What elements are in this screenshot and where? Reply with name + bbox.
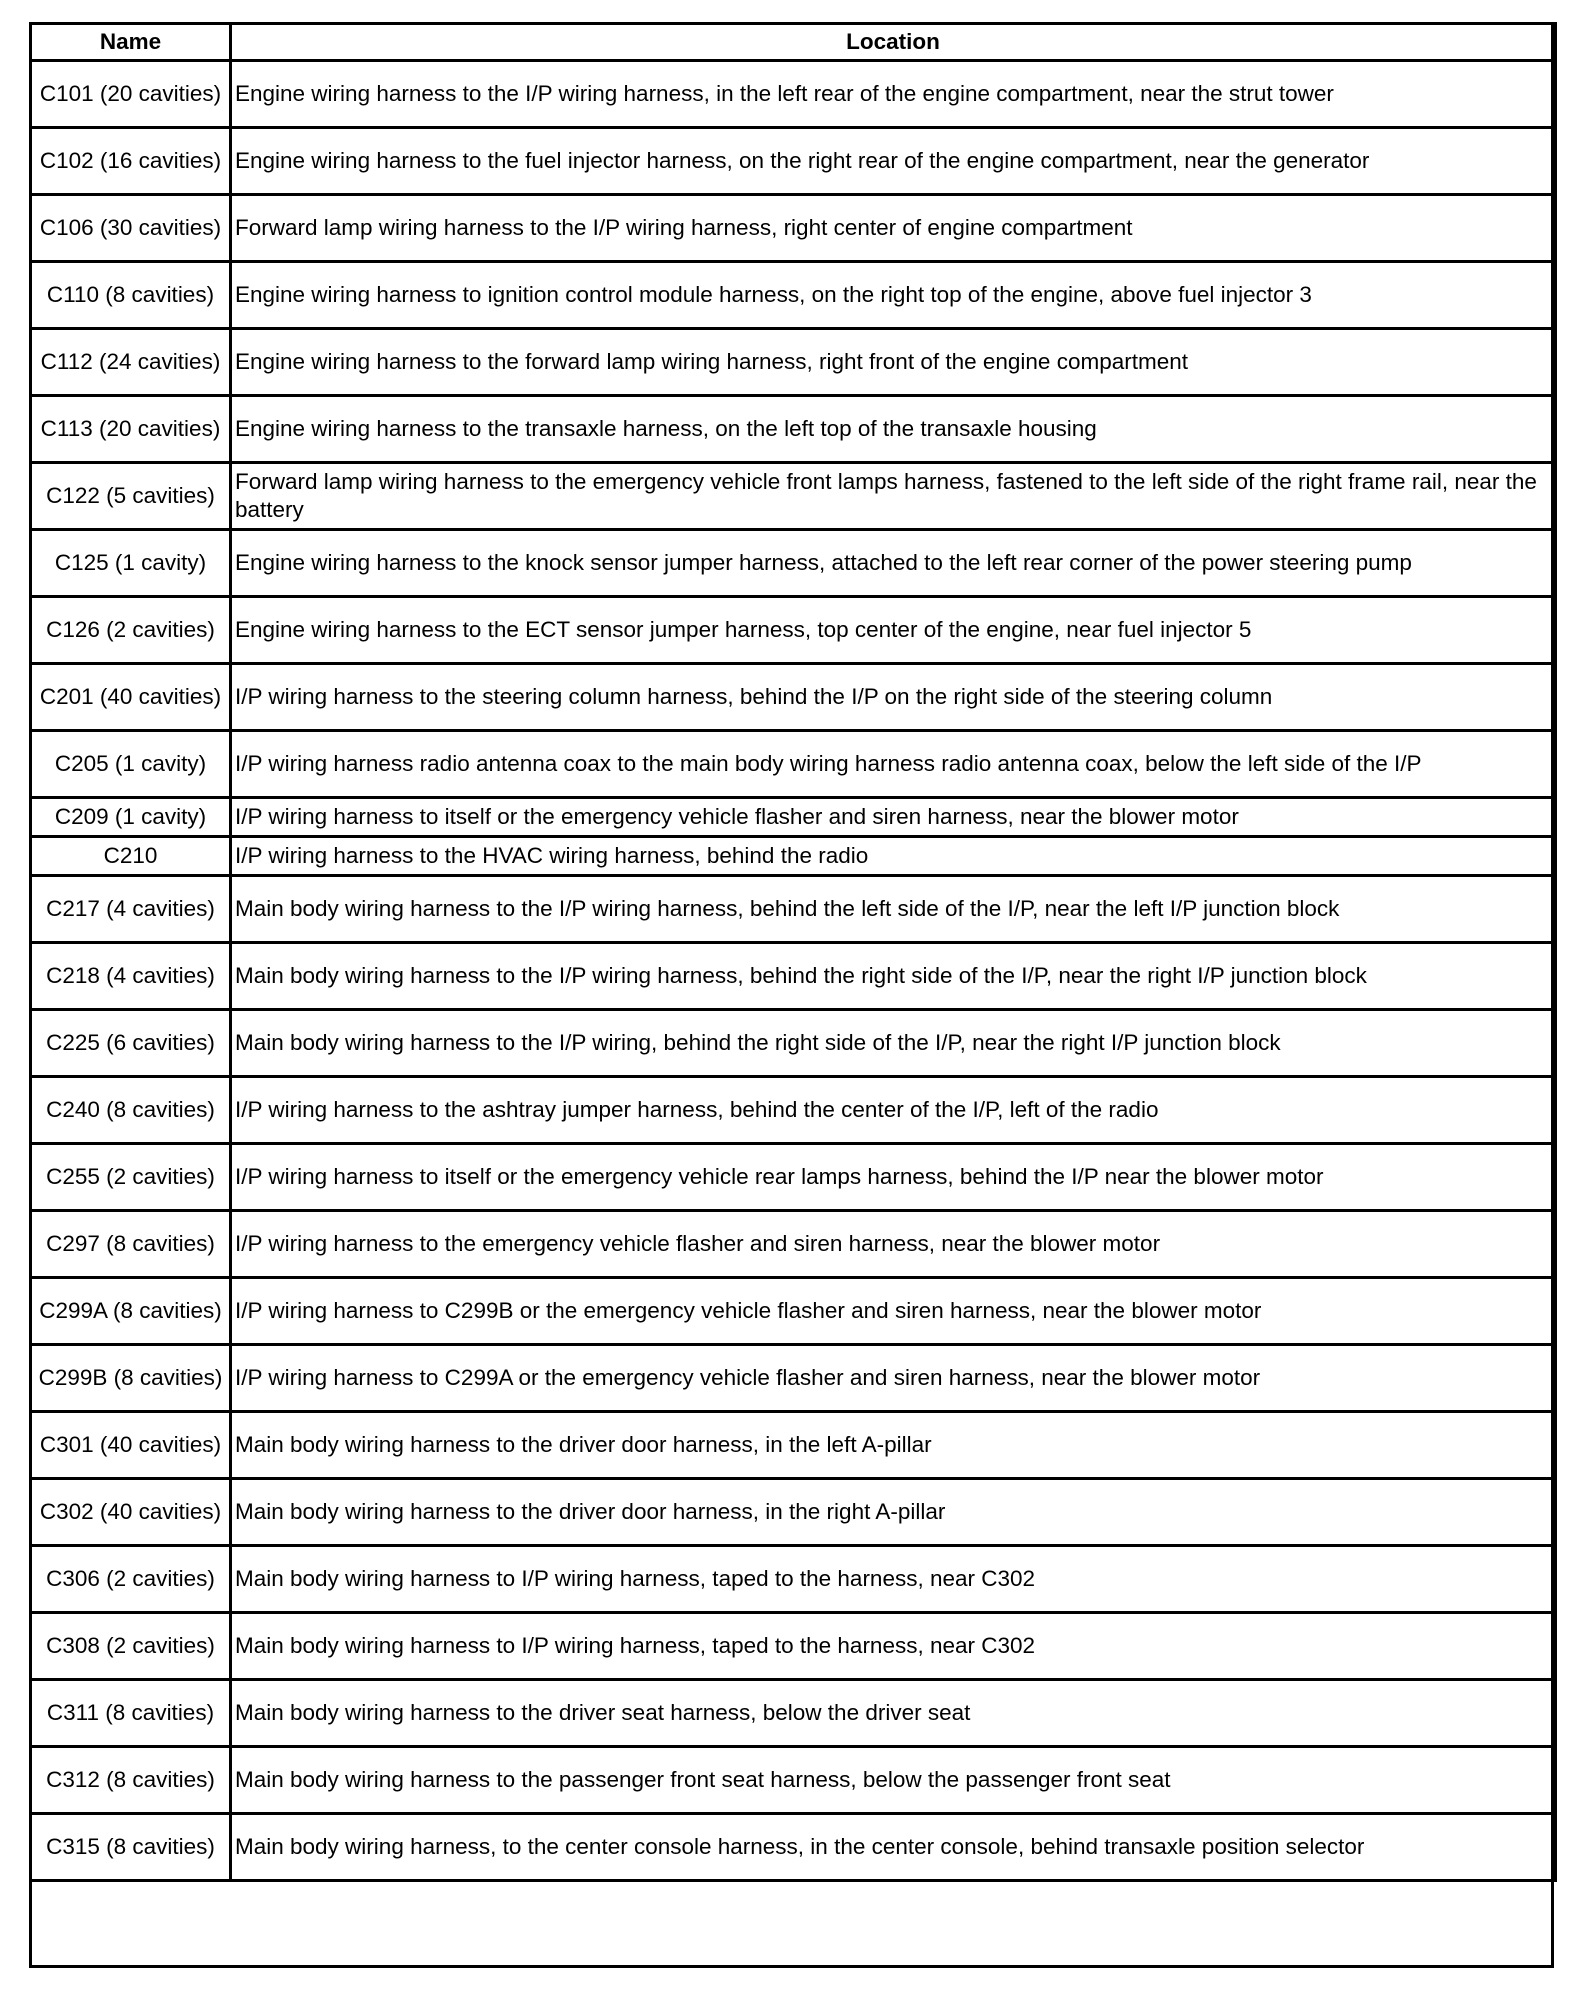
- connector-location-cell: Forward lamp wiring harness to the emergency vehicle front lamps harness, fastened to the left side of the right frame rail, near the battery: [231, 463, 1556, 530]
- connector-name-cell: C225 (6 cavities): [31, 1010, 231, 1077]
- connector-location-cell: Engine wiring harness to ignition control module harness, on the right top of the engine, above fuel injector 3: [231, 262, 1556, 329]
- connector-name-cell: C301 (40 cavities): [31, 1412, 231, 1479]
- connector-name-cell: C210: [31, 837, 231, 876]
- connector-name-cell: C299B (8 cavities): [31, 1345, 231, 1412]
- table-row: [31, 1345, 1556, 1412]
- connector-location-cell: I/P wiring harness to itself or the emergency vehicle flasher and siren harness, near the blower motor: [231, 798, 1556, 837]
- connector-name-cell: C201 (40 cavities): [31, 664, 231, 731]
- table-row: [31, 1479, 1556, 1546]
- connector-location-cell: Main body wiring harness to the driver door harness, in the right A-pillar: [231, 1479, 1556, 1546]
- connector-name-cell: C312 (8 cavities): [31, 1747, 231, 1814]
- table-row: [31, 876, 1556, 943]
- table-row: [31, 262, 1556, 329]
- connector-location-cell: I/P wiring harness to the ashtray jumper harness, behind the center of the I/P, left of the radio: [231, 1077, 1556, 1144]
- connector-location-cell: Main body wiring harness, to the center console harness, in the center console, behind transaxle position selector: [231, 1814, 1556, 1881]
- connector-name-cell: C240 (8 cavities): [31, 1077, 231, 1144]
- connector-location-cell: Main body wiring harness to the driver door harness, in the left A-pillar: [231, 1412, 1556, 1479]
- connector-name-cell: C255 (2 cavities): [31, 1144, 231, 1211]
- table-row: [31, 1278, 1556, 1345]
- connector-location-cell: I/P wiring harness to the steering column harness, behind the I/P on the right side of the steering column: [231, 664, 1556, 731]
- table-row: [31, 396, 1556, 463]
- connector-location-cell: Main body wiring harness to I/P wiring harness, taped to the harness, near C302: [231, 1613, 1556, 1680]
- connector-location-cell: Forward lamp wiring harness to the I/P wiring harness, right center of engine compartment: [231, 195, 1556, 262]
- table-row: [31, 1077, 1556, 1144]
- connector-name-cell: C218 (4 cavities): [31, 943, 231, 1010]
- connector-name-cell: C126 (2 cavities): [31, 597, 231, 664]
- connector-location-cell: Engine wiring harness to the forward lamp wiring harness, right front of the engine compartment: [231, 329, 1556, 396]
- table-row: [31, 329, 1556, 396]
- connector-name-cell: C308 (2 cavities): [31, 1613, 231, 1680]
- connector-location-cell: Main body wiring harness to the I/P wiring, behind the right side of the I/P, near the right I/P junction block: [231, 1010, 1556, 1077]
- connector-name-cell: C113 (20 cavities): [31, 396, 231, 463]
- connector-location-cell: Engine wiring harness to the ECT sensor jumper harness, top center of the engine, near fuel injector 5: [231, 597, 1556, 664]
- table-row: [31, 61, 1556, 128]
- table-row: [31, 463, 1556, 530]
- connector-location-cell: I/P wiring harness to the HVAC wiring harness, behind the radio: [231, 837, 1556, 876]
- connector-location-cell: Engine wiring harness to the I/P wiring harness, in the left rear of the engine compartment, near the strut tower: [231, 61, 1556, 128]
- connector-name-cell: C299A (8 cavities): [31, 1278, 231, 1345]
- connector-location-cell: I/P wiring harness radio antenna coax to the main body wiring harness radio antenna coax, below the left side of the I/P: [231, 731, 1556, 798]
- connector-name-cell: C106 (30 cavities): [31, 195, 231, 262]
- table-row: [31, 1211, 1556, 1278]
- connector-location-cell: I/P wiring harness to itself or the emergency vehicle rear lamps harness, behind the I/P near the blower motor: [231, 1144, 1556, 1211]
- connector-name-cell: C209 (1 cavity): [31, 798, 231, 837]
- table-body: [31, 61, 1556, 1881]
- table-row: [31, 1546, 1556, 1613]
- table-row: [31, 837, 1556, 876]
- table-row: [31, 1747, 1556, 1814]
- table-row: [31, 195, 1556, 262]
- table-row: [31, 1613, 1556, 1680]
- connector-location-table: [29, 22, 1557, 1882]
- connector-location-cell: Engine wiring harness to the transaxle harness, on the left top of the transaxle housing: [231, 396, 1556, 463]
- connector-name-cell: C306 (2 cavities): [31, 1546, 231, 1613]
- table-row: [31, 664, 1556, 731]
- table-row: [31, 1680, 1556, 1747]
- connector-location-cell: Engine wiring harness to the knock sensor jumper harness, attached to the left rear corner of the power steering pump: [231, 530, 1556, 597]
- column-header-name: Name: [31, 24, 231, 61]
- table-row: [31, 597, 1556, 664]
- connector-name-cell: C297 (8 cavities): [31, 1211, 231, 1278]
- connector-name-cell: C122 (5 cavities): [31, 463, 231, 530]
- connector-location-cell: Engine wiring harness to the fuel injector harness, on the right rear of the engine compartment, near the generator: [231, 128, 1556, 195]
- table-row: [31, 731, 1556, 798]
- table-row: [31, 1010, 1556, 1077]
- table-row: [31, 798, 1556, 837]
- connector-name-cell: C302 (40 cavities): [31, 1479, 231, 1546]
- table-row: [31, 1412, 1556, 1479]
- table-row: [31, 128, 1556, 195]
- connector-name-cell: C315 (8 cavities): [31, 1814, 231, 1881]
- connector-location-cell: I/P wiring harness to C299B or the emergency vehicle flasher and siren harness, near the blower motor: [231, 1278, 1556, 1345]
- table-row: [31, 943, 1556, 1010]
- connector-location-cell: Main body wiring harness to the driver seat harness, below the driver seat: [231, 1680, 1556, 1747]
- table-header-row: [31, 24, 1556, 61]
- connector-location-cell: I/P wiring harness to the emergency vehicle flasher and siren harness, near the blower motor: [231, 1211, 1556, 1278]
- connector-location-cell: Main body wiring harness to I/P wiring harness, taped to the harness, near C302: [231, 1546, 1556, 1613]
- connector-name-cell: C101 (20 cavities): [31, 61, 231, 128]
- connector-name-cell: C110 (8 cavities): [31, 262, 231, 329]
- connector-name-cell: C102 (16 cavities): [31, 128, 231, 195]
- connector-name-cell: C112 (24 cavities): [31, 329, 231, 396]
- connector-location-cell: I/P wiring harness to C299A or the emergency vehicle flasher and siren harness, near the blower motor: [231, 1345, 1556, 1412]
- connector-table-sheet: [29, 22, 1554, 1882]
- connector-name-cell: C205 (1 cavity): [31, 731, 231, 798]
- connector-location-cell: Main body wiring harness to the I/P wiring harness, behind the left side of the I/P, near the left I/P junction block: [231, 876, 1556, 943]
- connector-name-cell: C311 (8 cavities): [31, 1680, 231, 1747]
- connector-name-cell: C217 (4 cavities): [31, 876, 231, 943]
- table-row: [31, 530, 1556, 597]
- table-row: [31, 1144, 1556, 1211]
- table-row: [31, 1814, 1556, 1881]
- connector-location-cell: Main body wiring harness to the I/P wiring harness, behind the right side of the I/P, near the right I/P junction block: [231, 943, 1556, 1010]
- connector-name-cell: C125 (1 cavity): [31, 530, 231, 597]
- connector-location-cell: Main body wiring harness to the passenger front seat harness, below the passenger front seat: [231, 1747, 1556, 1814]
- column-header-location: Location: [231, 24, 1556, 61]
